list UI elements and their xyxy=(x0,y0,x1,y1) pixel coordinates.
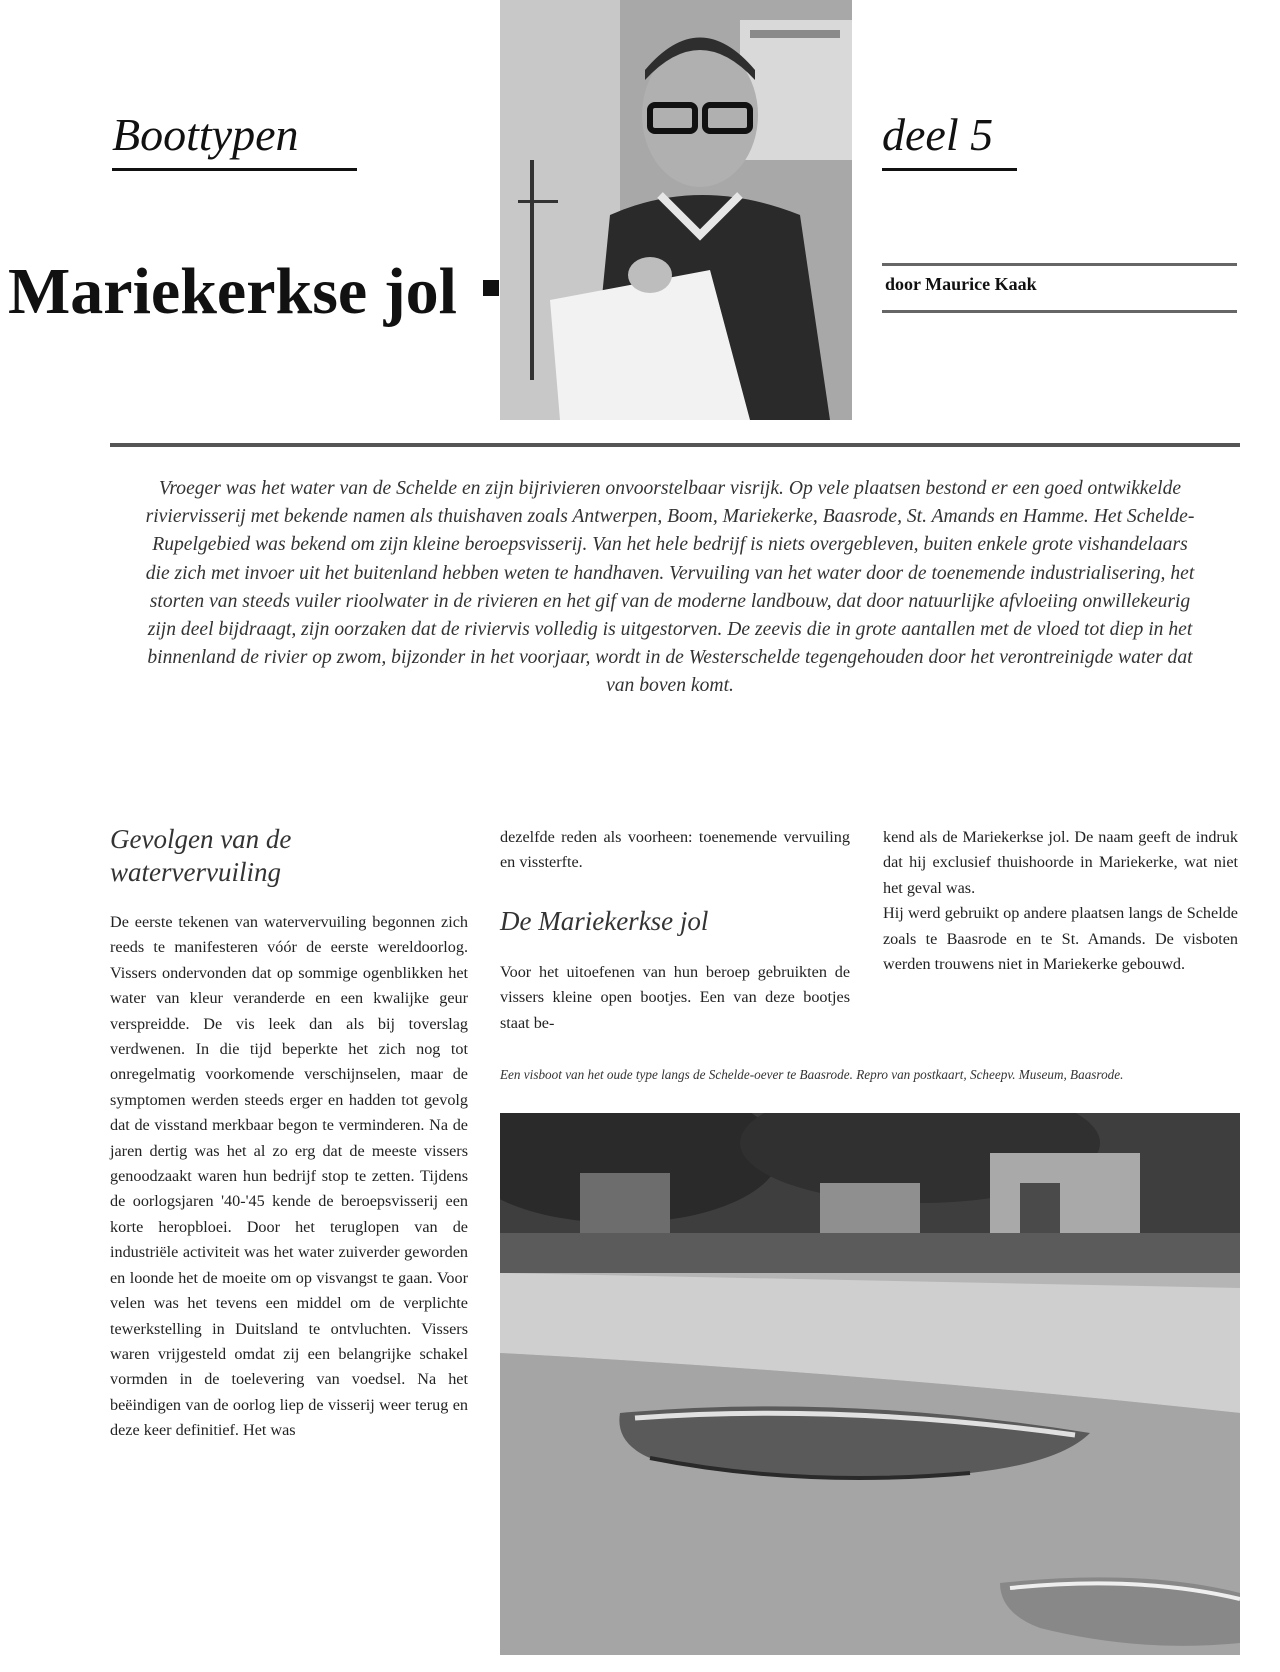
section-body-pollution: De eerste tekenen van watervervuiling begonnen zich reeds te manifesteren vóór de eerste wereldoorlog. Vissers ondervonden dat op sommige ogenblikken het water van kleur veranderde en een kwalijke geur verspreidde. De vis leek dan als bij toverslag verdwenen. In die tijd beperkte het zich nog tot onregelmatig voorkomende verschijnselen, maar de symptomen werden steeds erger en hadden tot gevolg dat de visstand merkbaar begon te verminderen. Na de jaren dertig was het al zo erg dat de meeste vissers genoodzaakt waren hun bedrijf stop te zetten. Tijdens de oorlogsjaren '40-'45 kende de beroepsvisserij een korte heropbloei. Door het teruglopen van de industriële activiteit was het water zuiverder geworden en loonde het de moeite om op visvangst te gaan. Voor velen was het tevens een middel om de verplichte tewerkstelling in Duitsland te ontvluchten. Vissers waren vrijgesteld omdat zij een belangrijke schakel vormden in de toelevering van voedsel. Na het beëindigen van de oorlog liep de visserij weer terug en deze keer definitief. Het was xyxy=(110,913,468,1440)
column-2-text xyxy=(500,960,850,1036)
section-body-jol-part3: Hij werd gebruikt op andere plaatsen langs de Schelde zoals te Baasrode en te St. Amands. De visboten werden trouwens niet in Mariekerke gebouwd. xyxy=(883,904,1238,974)
byline-rule-top xyxy=(882,263,1237,266)
boat-photo xyxy=(500,1113,1240,1655)
header-divider xyxy=(110,443,1240,447)
part-underline xyxy=(882,168,1017,171)
intro-paragraph: Vroeger was het water van de Schelde en zijn bijrivieren onvoorstelbaar visrijk. Op vele plaatsen bestond er een goed ontwikkelde riviervisserij met bekende namen als thuishaven zoals Antwerpen, Boom, Mariekerke, Baasrode, St. Amands en Hamme. Het Schelde-Rupelgebied was bekend om zijn kleine beroepsvisserij. Van het hele bedrijf is niets overgebleven, buiten enkele grote vishandelaars die zich met invoer uit het buitenland hebben weten te handhaven. Vervuiling van het water door de toenemende industrialisering, het storten van steeds vuiler rioolwater in de rivieren en het gif van de moderne landbouw, dat door natuurlijke afvloeiing onwillekeurig zijn deel bijdraagt, zijn oorzaken dat de riviervis volledig is uitgestorven. De zeevis die in grote aantallen met de vloed tot diep in het binnenland de rivier op zwom, bijzonder in het voorjaar, wordt in de Westerschelde tegengehouden door het verontreinigde water dat van boven komt. xyxy=(145,478,1195,697)
photo-caption: Een visboot van het oude type langs de Schelde-oever te Baasrode. Repro van postkaart, Scheepv. Museum, Baasrode. xyxy=(500,1067,1124,1082)
series-underline xyxy=(112,168,357,171)
section-body-continuation: dezelfde reden als voorheen: toenemende vervuiling en vissterfte. xyxy=(500,828,850,872)
author-portrait-photo xyxy=(500,0,852,420)
column-2-continuation xyxy=(500,825,850,876)
section-body-jol-part1: Voor het uitoefenen van hun beroep gebruikten de vissers kleine open bootjes. Een van deze bootjes staat be- xyxy=(500,963,850,1032)
boat-illustration xyxy=(500,1113,1240,1655)
section-heading-pollution: Gevolgen van de watervervuiling xyxy=(110,824,292,887)
section-body-jol-part2: kend als de Mariekerkse jol. De naam geeft de indruk dat hij exclusief thuishoorde in Mariekerke, wat niet het geval was. xyxy=(883,828,1238,897)
portrait-illustration xyxy=(500,0,852,420)
part-number: deel 5 xyxy=(882,109,994,160)
series-title: Boottypen xyxy=(112,109,299,160)
column-1-text xyxy=(110,910,468,1444)
title-bullet xyxy=(483,280,499,296)
section-heading-jol: De Mariekerkse jol xyxy=(500,906,709,936)
byline-rule-bottom xyxy=(882,310,1237,313)
byline: door Maurice Kaak xyxy=(885,274,1037,294)
column-3-text xyxy=(883,825,1238,977)
article-title: Mariekerkse jol xyxy=(8,255,458,328)
